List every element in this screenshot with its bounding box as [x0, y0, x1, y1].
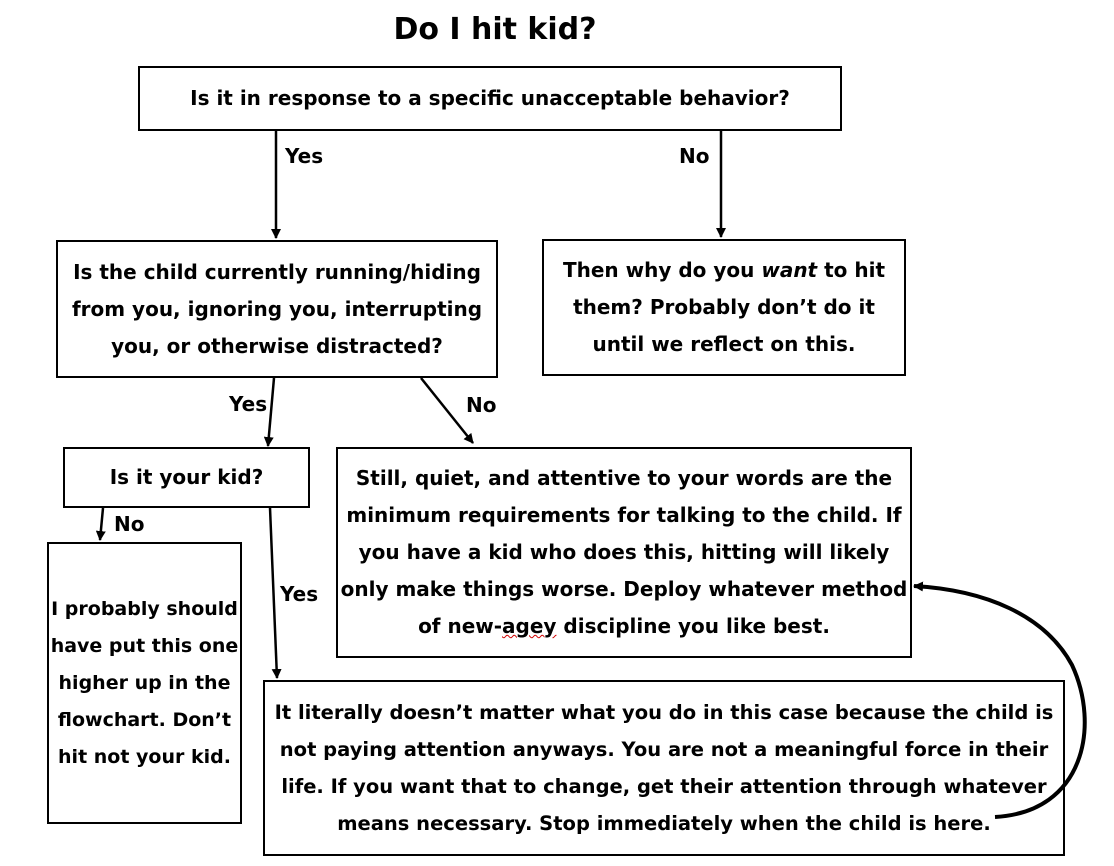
still-quiet-text-end: discipline you like best.	[556, 614, 830, 638]
why-hit-text-start: Then why do you	[562, 258, 762, 282]
arrow-q3-yes	[270, 508, 277, 678]
edge-label-q3-no: No	[114, 512, 145, 536]
spellcheck-flagged-word: agey	[502, 614, 557, 638]
doesnt-matter-text: It literally doesn’t matter what you do in this case because the child is not paying attention anyways. You are not a meaningful force in their life. If you want that to change, get their attention through whatever means necessary. Stop immediately when the child is here.	[274, 701, 1054, 835]
diagram-title: Do I hit kid?	[393, 12, 597, 47]
arrow-q2-yes	[268, 378, 274, 446]
why-hit-emphasis: want	[761, 258, 818, 282]
arrow-q3-no	[100, 508, 103, 540]
edge-label-q1-no: No	[679, 144, 710, 168]
loop-back-arrow	[914, 586, 1085, 817]
question-your-kid-text: Is it your kid?	[109, 465, 264, 489]
edge-label-q1-yes: Yes	[285, 144, 324, 168]
question-distracted-text: Is the child currently running/hiding from you, ignoring you, interrupting you, or otherwise distracted?	[71, 259, 483, 358]
why-hit-text-end: to hit them? Probably don’t do it until we reflect on this.	[573, 258, 886, 356]
edge-label-q2-no: No	[466, 393, 497, 417]
edge-label-q3-yes: Yes	[280, 582, 319, 606]
edge-label-q2-yes: Yes	[229, 392, 268, 416]
still-quiet-text-start: Still, quiet, and attentive to your words are the minimum requirements for talking to the child. If you have a kid who does this, hitting will likely only make things worse. Deploy whatever method of new-	[340, 466, 908, 638]
question-response-text: Is it in response to a specific unacceptable behavior?	[190, 86, 790, 110]
not-your-kid-text: I probably should have put this one higher up in the flowchart. Don’t hit not your kid.	[50, 597, 239, 768]
